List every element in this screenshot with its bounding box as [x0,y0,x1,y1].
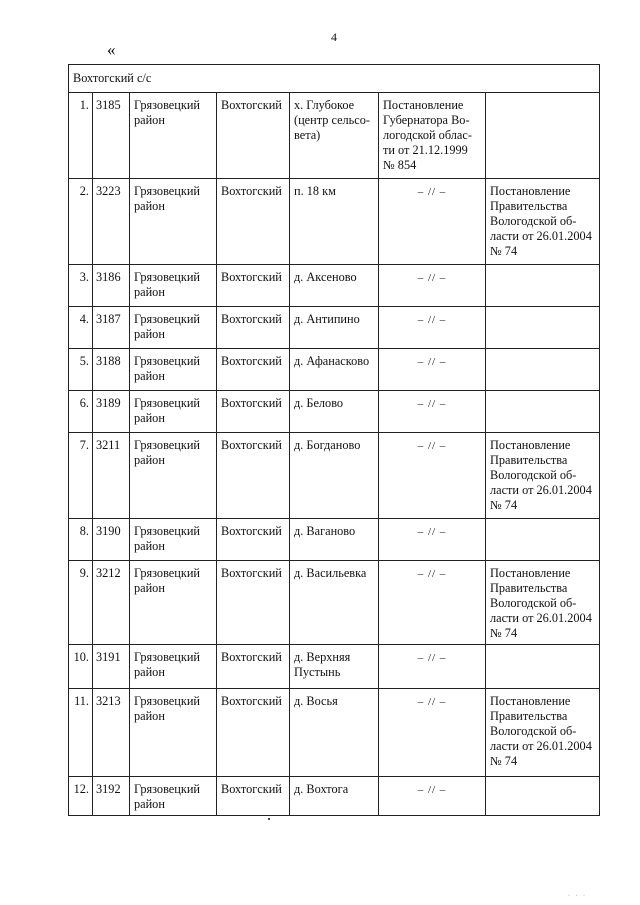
row-document-change: Постановление Правительства Вологодской об-ласти от 26.01.2004 № 74 [486,561,600,645]
row-number: 7. [69,433,93,519]
row-district: Грязовецкий район [130,561,217,645]
row-document-change: Постановление Правительства Вологодской об-ласти от 26.01.2004 № 74 [486,433,600,519]
ditto-mark: – // – [417,186,447,198]
table-row [69,777,600,816]
table-row [69,179,600,265]
row-council: Вохтогский [217,179,290,265]
row-code: 3211 [93,433,130,519]
row-settlement: д. Вохтога [290,777,379,816]
row-number: 4. [69,307,93,349]
row-document-change [486,307,600,349]
row-document-establish [379,519,486,561]
page-number: 4 [331,30,337,44]
row-code: 3191 [93,645,130,689]
row-number: 3. [69,265,93,307]
row-document-establish [379,645,486,689]
row-document-change [486,777,600,816]
ditto-mark: – // – [417,696,447,708]
row-document-change [486,349,600,391]
row-document-change [486,265,600,307]
row-district: Грязовецкий район [130,349,217,391]
row-district: Грязовецкий район [130,391,217,433]
ditto-mark: – // – [417,784,447,796]
row-settlement: х. Глубокое (центр сельсо-вета) [290,93,379,179]
row-code: 3223 [93,179,130,265]
row-code: 3212 [93,561,130,645]
table-row [69,391,600,433]
row-district: Грязовецкий район [130,265,217,307]
row-code: 3187 [93,307,130,349]
row-code: 3190 [93,519,130,561]
row-district: Грязовецкий район [130,519,217,561]
row-council: Вохтогский [217,561,290,645]
ditto-mark: – // – [417,356,447,368]
row-settlement: д. Афанасково [290,349,379,391]
row-code: 3185 [93,93,130,179]
table-row [69,349,600,391]
row-document-change: Постановление Правительства Вологодской об-ласти от 26.01.2004 № 74 [486,689,600,777]
section-title: Вохтогский с/с [69,65,600,93]
row-settlement: д. Васильевка [290,561,379,645]
row-document-establish [379,349,486,391]
row-district: Грязовецкий район [130,777,217,816]
ditto-mark: – // – [417,526,447,538]
row-code: 3189 [93,391,130,433]
row-document-change: Постановление Правительства Вологодской об-ласти от 26.01.2004 № 74 [486,179,600,265]
row-council: Вохтогский [217,349,290,391]
row-settlement: п. 18 км [290,179,379,265]
scan-corner-mark: · · · [568,893,587,899]
ditto-mark: – // – [417,440,447,452]
row-document-establish [379,391,486,433]
row-settlement: д. Антипино [290,307,379,349]
row-district: Грязовецкий район [130,307,217,349]
row-number: 1. [69,93,93,179]
row-document-change [486,93,600,179]
row-council: Вохтогский [217,777,290,816]
row-council: Вохтогский [217,265,290,307]
row-document-establish [379,689,486,777]
row-settlement: д. Ваганово [290,519,379,561]
ditto-mark: – // – [417,314,447,326]
row-document-establish [379,433,486,519]
table-row [69,307,600,349]
row-document-change [486,391,600,433]
settlements-registry-table [68,64,600,816]
row-document-change [486,645,600,689]
row-number: 11. [69,689,93,777]
table-row [69,265,600,307]
row-council: Вохтогский [217,433,290,519]
row-district: Грязовецкий район [130,645,217,689]
ditto-mark: – // – [417,652,447,664]
row-settlement: д. Белово [290,391,379,433]
scan-speck [268,818,270,820]
table-row [69,433,600,519]
table-row [69,561,600,645]
row-document-establish: Постановление Губернатора Во-логодской облас-ти от 21.12.1999 № 854 [379,93,486,179]
row-council: Вохтогский [217,519,290,561]
row-code: 3192 [93,777,130,816]
table-row [69,93,600,179]
table-row [69,689,600,777]
registry-body [69,65,600,816]
row-document-establish [379,561,486,645]
row-settlement: д. Богданово [290,433,379,519]
row-district: Грязовецкий район [130,433,217,519]
row-number: 2. [69,179,93,265]
row-code: 3213 [93,689,130,777]
row-council: Вохтогский [217,307,290,349]
row-council: Вохтогский [217,689,290,777]
row-number: 6. [69,391,93,433]
row-number: 5. [69,349,93,391]
row-council: Вохтогский [217,391,290,433]
row-number: 8. [69,519,93,561]
ditto-mark: – // – [417,568,447,580]
row-document-change [486,519,600,561]
row-code: 3186 [93,265,130,307]
row-number: 9. [69,561,93,645]
row-council: Вохтогский [217,93,290,179]
section-header-row [69,65,600,93]
row-district: Грязовецкий район [130,179,217,265]
row-number: 12. [69,777,93,816]
row-council: Вохтогский [217,645,290,689]
quote-mark: « [107,40,116,59]
row-district: Грязовецкий район [130,93,217,179]
row-document-establish [379,777,486,816]
table-row [69,519,600,561]
ditto-mark: – // – [417,272,447,284]
row-document-establish [379,307,486,349]
row-number: 10. [69,645,93,689]
row-document-establish [379,179,486,265]
row-district: Грязовецкий район [130,689,217,777]
table-row [69,645,600,689]
row-document-establish [379,265,486,307]
row-code: 3188 [93,349,130,391]
row-settlement: д. Аксеново [290,265,379,307]
ditto-mark: – // – [417,398,447,410]
row-settlement: д. Восья [290,689,379,777]
row-settlement: д. Верхняя Пустынь [290,645,379,689]
